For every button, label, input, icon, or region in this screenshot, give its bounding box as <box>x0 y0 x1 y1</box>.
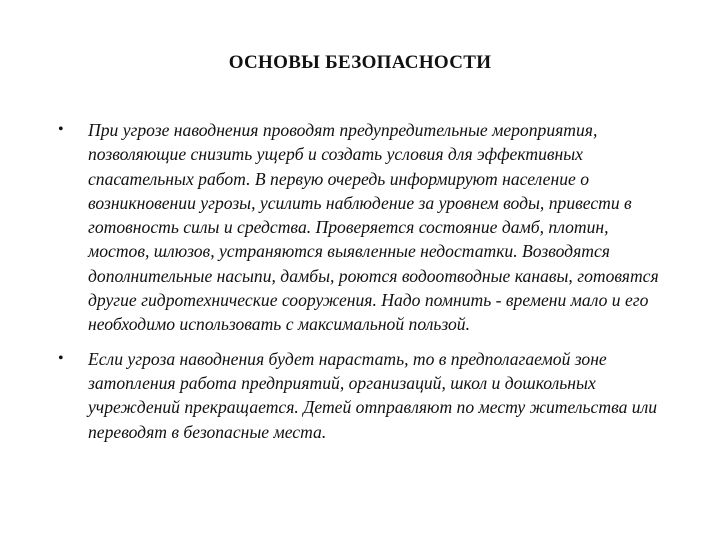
bullet-icon: • <box>58 121 64 138</box>
bullet-text: Если угроза наводнения будет нарастать, то в предполагаемой зоне затопления работа предприятий, организаций, школ и дошкольных учреждений прекращается. Детей отправляют по месту жительства или переводят в безопасные места. <box>88 348 658 442</box>
bullet-item <box>58 347 673 444</box>
slide-title: ОСНОВЫ БЕЗОПАСНОСТИ <box>228 52 492 73</box>
bullet-item <box>58 118 673 337</box>
bullet-list <box>58 118 673 454</box>
bullet-icon: • <box>58 349 64 367</box>
bullet-text: При угрозе наводнения проводят предупредительные мероприятия, позволяющие снизить ущерб и создать условия для эффективных спасательных работ. В первую очередь информируют население о возникновении угрозы, усилить наблюдение за уровнем воды, привести в готовность силы и средства. Проверяется состояние дамб, плотин, мостов, шлюзов, устраняются выявленные недостатки. Возводятся дополнительные насыпи, дамбы, роются водоотводные канавы, готовятся другие гидротехнические сооружения. Надо помнить - времени мало и его необходимо использовать с максимальной пользой. <box>88 120 659 335</box>
